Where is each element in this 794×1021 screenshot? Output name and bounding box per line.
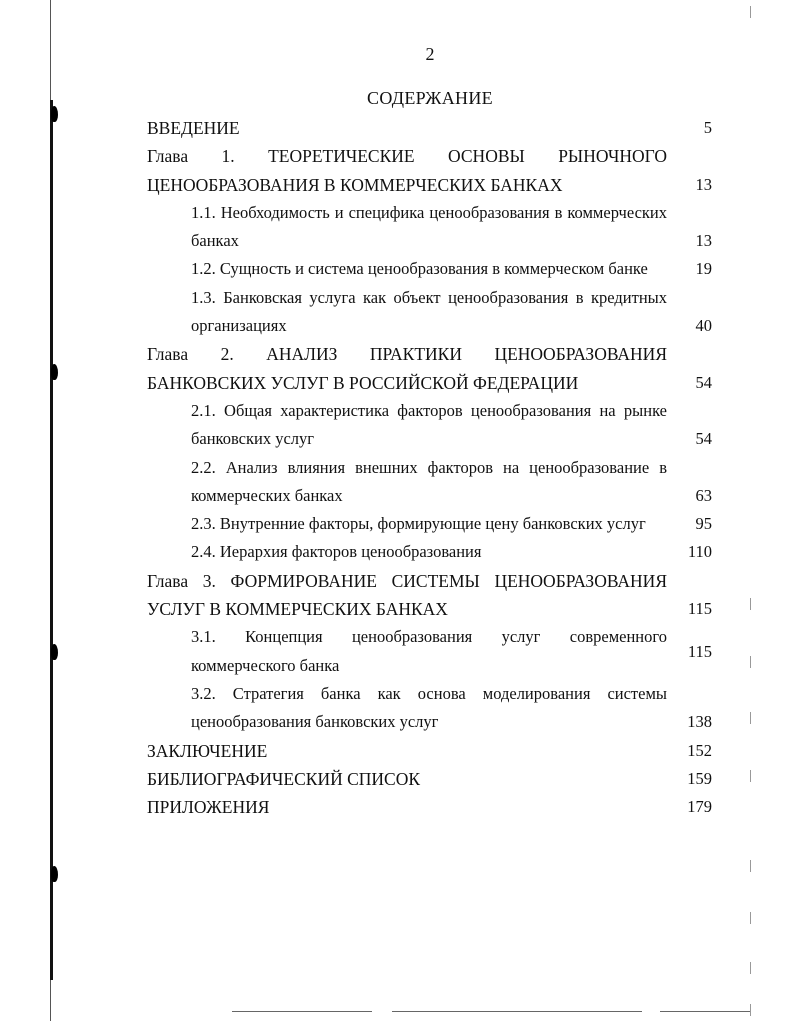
toc-entry-page: 40: [695, 316, 712, 336]
toc-entry-text: 3.2. Стратегия банка как основа моделирования системы ценообразования банковских услуг: [191, 683, 667, 732]
toc-entry-page: 95: [695, 514, 712, 534]
toc-entry-text: 2.3. Внутренние факторы, формирующие цену банковских услуг: [191, 514, 646, 534]
toc-entry-text: ВВЕДЕНИЕ: [147, 118, 240, 138]
toc-entry-text: ЗАКЛЮЧЕНИЕ: [147, 740, 268, 761]
toc-entry-chapter-2[interactable]: [147, 340, 722, 397]
toc-entry-bibliography[interactable]: [147, 765, 722, 793]
toc-entry-text: 1.2. Сущность и система ценообразования в коммерческом банке: [191, 259, 648, 279]
toc-entry-page: 5: [703, 118, 712, 137]
toc-entry-text: БИБЛИОГРАФИЧЕСКИЙ СПИСОК: [147, 768, 421, 789]
toc-entry-introduction[interactable]: [147, 114, 722, 142]
toc-entry-text: 2.2. Анализ влияния внешних факторов на ценообразование в коммерческих банках: [191, 457, 667, 505]
toc-entry-text: ПРИЛОЖЕНИЯ: [147, 797, 270, 818]
toc-entry-page: 159: [687, 768, 712, 788]
toc-entry-section-1-3[interactable]: [147, 284, 722, 341]
table-of-contents: [147, 114, 722, 821]
toc-entry-chapter-1[interactable]: [147, 142, 722, 199]
toc-entry-text: 1.3. Банковская услуга как объект ценообразования в кредитных организациях: [191, 287, 667, 336]
toc-entry-page: 54: [695, 372, 712, 392]
toc-entry-page: 115: [687, 641, 712, 661]
toc-entry-section-1-2[interactable]: [147, 255, 722, 283]
toc-entry-chapter-3[interactable]: [147, 567, 722, 624]
scan-binding-edge: [40, 0, 64, 1021]
scan-bottom-rule: [232, 1011, 372, 1012]
page-number: 2: [425, 44, 435, 64]
toc-entry-page: 152: [687, 740, 712, 760]
toc-entry-page: 19: [695, 259, 712, 279]
toc-entry-page: 54: [695, 429, 712, 449]
toc-entry-page: 13: [695, 231, 712, 251]
toc-entry-section-1-1[interactable]: [147, 199, 722, 256]
toc-entry-text: 3.1. Концепция ценообразования услуг современного коммерческого банка: [191, 627, 667, 675]
toc-entry-page: 138: [687, 712, 712, 732]
toc-entry-text: Глава 1. ТЕОРЕТИЧЕСКИЕ ОСНОВЫ РЫНОЧНОГО ЦЕНООБРАЗОВАНИЯ В КОММЕРЧЕСКИХ БАНКАХ: [147, 146, 667, 195]
toc-entry-section-3-1[interactable]: [147, 623, 722, 680]
toc-entry-text: 2.1. Общая характеристика факторов ценообразования на рынке банковских услуг: [191, 400, 667, 449]
toc-entry-section-2-1[interactable]: [147, 397, 722, 454]
page-title: СОДЕРЖАНИЕ: [367, 88, 493, 108]
toc-entry-page: 63: [695, 485, 712, 505]
toc-entry-section-2-4[interactable]: [147, 538, 722, 566]
toc-entry-section-3-2[interactable]: [147, 680, 722, 737]
toc-entry-page: 13: [695, 174, 712, 194]
scan-bottom-rule: [392, 1011, 642, 1012]
toc-entry-text: 2.4. Иерархия факторов ценообразования: [191, 542, 482, 562]
toc-entry-page: 110: [687, 542, 712, 562]
toc-entry-section-2-2[interactable]: [147, 454, 722, 511]
scan-bottom-rule: [660, 1011, 750, 1012]
toc-entry-appendices[interactable]: [147, 793, 722, 821]
toc-entry-page: 179: [687, 797, 712, 817]
scan-right-marks: [748, 0, 754, 1021]
toc-entry-text: 1.1. Необходимость и специфика ценообразования в коммерческих банках: [191, 202, 667, 251]
toc-entry-section-2-3[interactable]: [147, 510, 722, 538]
toc-entry-conclusion[interactable]: [147, 737, 722, 765]
toc-entry-text: Глава 3. ФОРМИРОВАНИЕ СИСТЕМЫ ЦЕНООБРАЗОВАНИЯ УСЛУГ В КОММЕРЧЕСКИХ БАНКАХ: [147, 570, 667, 620]
toc-entry-text: Глава 2. АНАЛИЗ ПРАКТИКИ ЦЕНООБРАЗОВАНИЯ БАНКОВСКИХ УСЛУГ В РОССИЙСКОЙ ФЕДЕРАЦИИ: [147, 344, 667, 393]
toc-entry-page: 115: [687, 599, 712, 619]
